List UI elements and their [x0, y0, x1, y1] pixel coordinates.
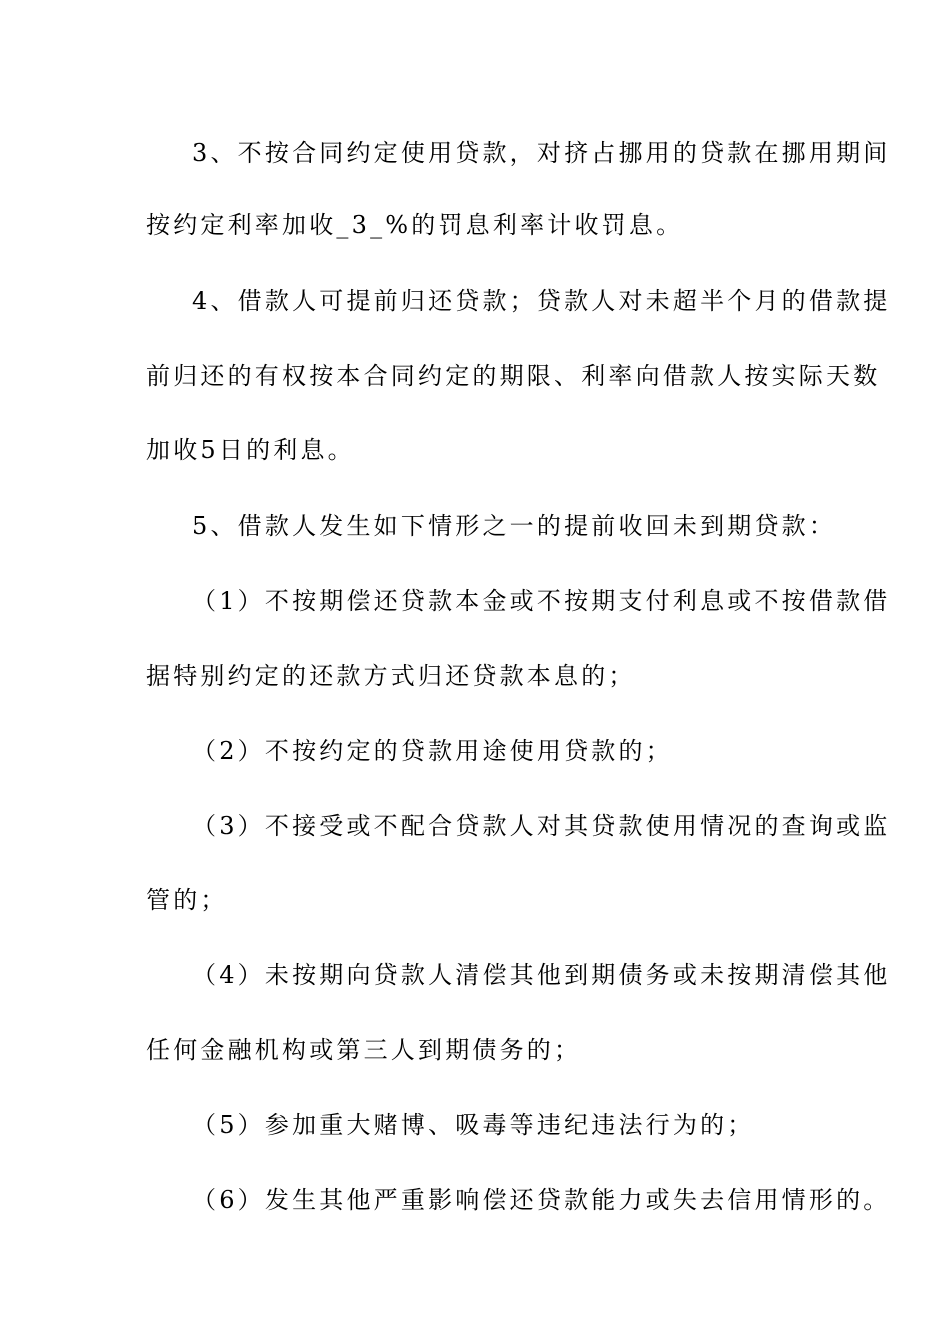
- item-3-line-2: 管的；: [146, 886, 228, 914]
- paragraph-4-line-2: 前归还的有权按本合同约定的期限、利率向借款人按实际天数: [146, 362, 881, 390]
- item-1-line-2: 据特别约定的还款方式归还贷款本息的；: [146, 662, 636, 690]
- paragraph-4-line-1: 4、借款人可提前归还贷款；贷款人对未超半个月的借款提: [192, 287, 891, 315]
- paragraph-3-line-1: 3、不按合同约定使用贷款，对挤占挪用的贷款在挪用期间: [192, 139, 891, 167]
- paragraph-5-line-1: 5、借款人发生如下情形之一的提前收回未到期贷款：: [192, 512, 837, 540]
- paragraph-4-line-3: 加收5日的利息。: [146, 436, 355, 464]
- item-2-line-1: （2）不按约定的贷款用途使用贷款的；: [192, 737, 673, 765]
- item-6-line-1: （6）发生其他严重影响偿还贷款能力或失去信用情形的。: [192, 1186, 891, 1214]
- item-4-line-1: （4）未按期向贷款人清偿其他到期债务或未按期清偿其他: [192, 961, 891, 989]
- item-3-line-1: （3）不接受或不配合贷款人对其贷款使用情况的查询或监: [192, 812, 891, 840]
- item-1-line-1: （1）不按期偿还贷款本金或不按期支付利息或不按借款借: [192, 587, 891, 615]
- paragraph-3-line-2: 按约定利率加收_3_%的罚息利率计收罚息。: [146, 211, 684, 239]
- item-4-line-2: 任何金融机构或第三人到期债务的；: [146, 1036, 582, 1064]
- item-5-line-1: （5）参加重大赌博、吸毒等违纪违法行为的；: [192, 1111, 755, 1139]
